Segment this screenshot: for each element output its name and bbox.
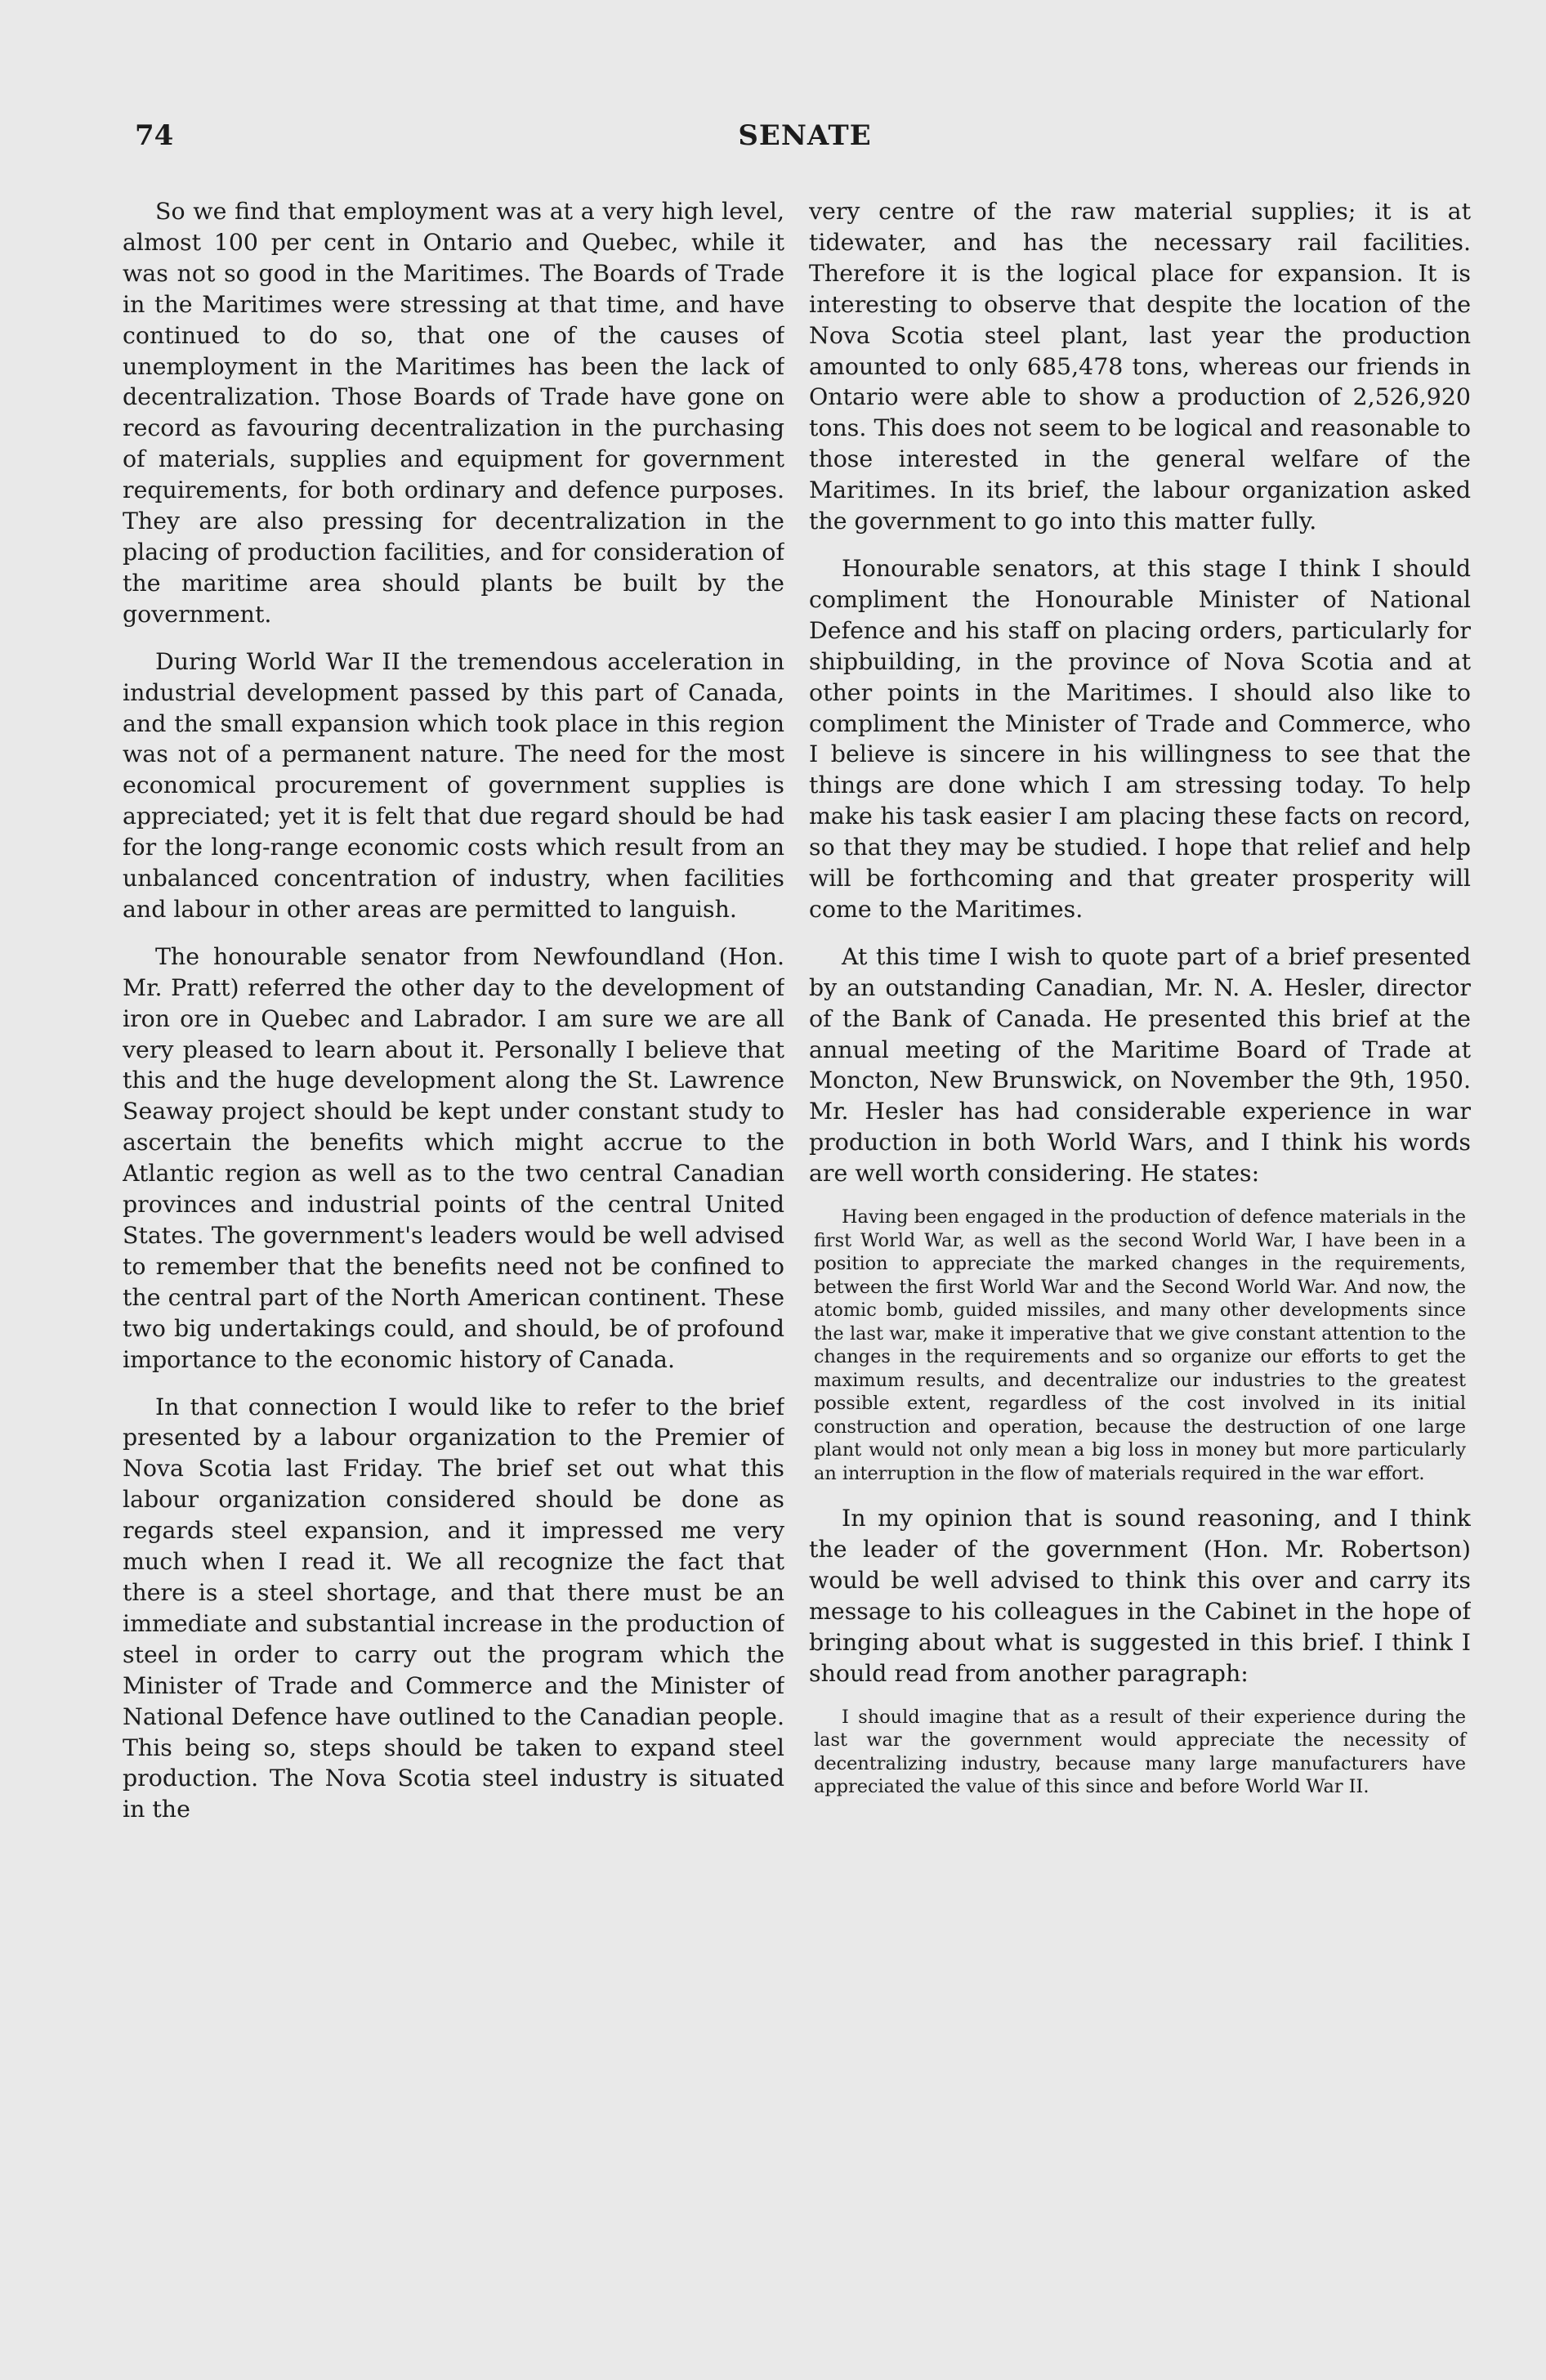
paragraph: The honourable senator from Newfoundland (Hon. Mr. Pratt) referred the other day to the development of iron ore in Quebec and Labrador. I am sure we are all very pleased to learn about it. Personally I believe that this and the huge development along the St. Lawrence Seaway project should be kept under constant study to ascertain the benefits which might accrue to the Atlantic region as well as to the two central Canadian provinces and industrial points of the central United States. The government's leaders would be well advised to remember that the benefits need not be confined to the central part of the North American continent. These two big undertakings could, and should, be of profound importance to the economic history of Canada. xyxy=(123,942,784,1373)
page-header xyxy=(135,119,1475,168)
paragraph: In my opinion that is sound reasoning, and I think the leader of the government (Hon. Mr. Robertson) would be well advised to think this over and carry its message to his colleagues in the Cabinet in the hope of bringing about what is suggested in this brief. I think I should read from another paragraph: xyxy=(809,1505,1471,1687)
paragraph-continued: very centre of the raw material supplies; it is at tidewater, and has the necessary rail facilities. Therefore it is the logical place for expansion. It is interesting to observe that despite the location of the Nova Scotia steel plant, last year the production amounted to only 685,478 tons, whereas our friends in Ontario were able to show a production of 2,526,920 tons. This does not seem to be logical and reasonable to those interested in the general welfare of the Maritimes. In its brief, the labour organization asked the government to go into this matter fully. xyxy=(809,198,1471,535)
running-head-title: SENATE xyxy=(738,119,872,152)
page-number: 74 xyxy=(135,119,174,152)
paragraph: In that connection I would like to refer to the brief presented by a labour organization to the Premier of Nova Scotia last Friday. The brief set out what this labour organization considered should be done as regards steel expansion, and it impressed me very much when I read it. We all recognize the fact that there is a steel shortage, and that there must be an immediate and substantial increase in the production of steel in order to carry out the program which the Minister of Trade and Commerce and the Minister of National Defence have outlined to the Canadian people. This being so, steps should be taken to expand steel production. The Nova Scotia steel industry is situated in the xyxy=(123,1393,784,1823)
paragraph: So we find that employment was at a very high level, almost 100 per cent in Ontario and Quebec, while it was not so good in the Maritimes. The Boards of Trade in the Maritimes were stressing at that time, and have continued to do so, that one of the causes of unemployment in the Maritimes has been the lack of decentralization. Those Boards of Trade have gone on record as favouring decentralization in the purchasing of materials, supplies and equipment for government requirements, for both ordinary and defence purposes. They are also pressing for decentralization in the placing of production facilities, and for consideration of the maritime area should plants be built by the government. xyxy=(123,198,784,628)
left-column xyxy=(123,196,784,2256)
block-quote: Having been engaged in the production of defence materials in the first World War, as well as the second World War, I have been in a position to appreciate the marked changes in the requirements, between the first World War and the Second World War. And now, the atomic bomb, guided missiles, and many other developments since the last war, make it imperative that we give constant attention to the changes in the requirements and so organize our efforts to get the maximum results, and decentralize our industries to the greatest possible extent, regardless of the cost involved in its initial construction and operation, because the destruction of one large plant would not only mean a big loss in money but more particularly an interruption in the flow of materials required in the war effort. xyxy=(814,1206,1466,1484)
paragraph: Honourable senators, at this stage I think I should compliment the Honourable Minister of National Defence and his staff on placing orders, particularly for shipbuilding, in the province of Nova Scotia and at other points in the Maritimes. I should also like to compliment the Minister of Trade and Commerce, who I believe is sincere in his willingness to see that the things are done which I am stressing today. To help make his task easier I am placing these facts on record, so that they may be studied. I hope that relief and help will be forthcoming and that greater prosperity will come to the Maritimes. xyxy=(809,554,1471,923)
right-column xyxy=(809,196,1471,2256)
block-quote: I should imagine that as a result of their experience during the last war the government would appreciate the necessity of decentralizing industry, because many large manufacturers have appreciated the value of this since and before World War II. xyxy=(814,1706,1466,1798)
paragraph: At this time I wish to quote part of a brief presented by an outstanding Canadian, Mr. N. A. Hesler, director of the Bank of Canada. He presented this brief at the annual meeting of the Maritime Board of Trade at Moncton, New Brunswick, on November the 9th, 1950. Mr. Hesler has had considerable experience in war production in both World Wars, and I think his words are well worth considering. He states: xyxy=(809,942,1471,1188)
paragraph: During World War II the tremendous acceleration in industrial development passed by this part of Canada, and the small expansion which took place in this region was not of a permanent nature. The need for the most economical procurement of government supplies is appreciated; yet it is felt that due regard should be had for the long-range economic costs which result from an unbalanced concentration of industry, when facilities and labour in other areas are permitted to languish. xyxy=(123,647,784,923)
